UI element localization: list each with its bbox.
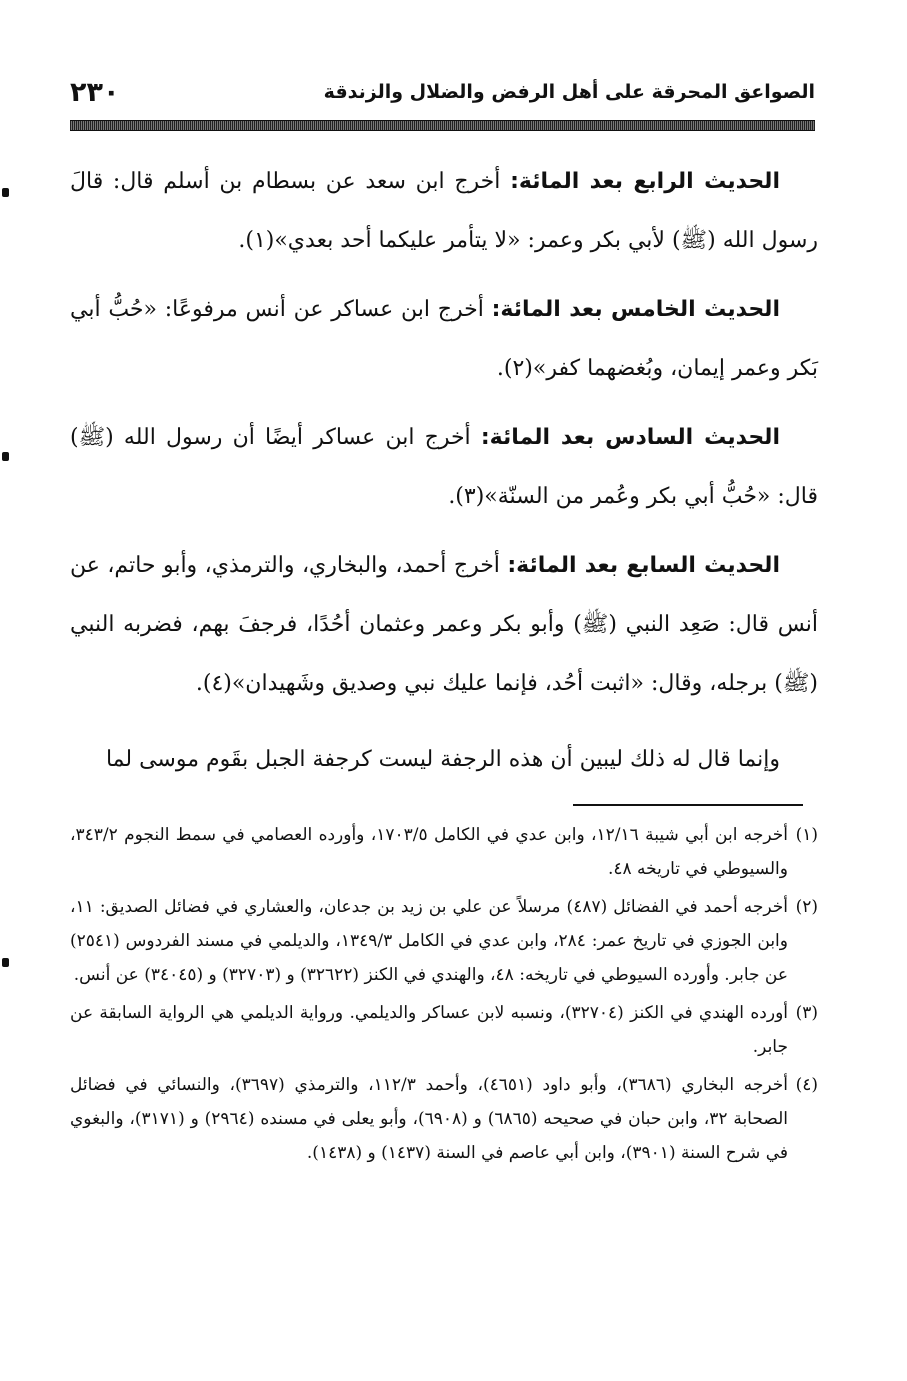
footnote-text: أخرجه أحمد في الفضائل (٤٨٧) مرسلاً عن علي بن زيد بن جدعان، والعشاري في فضائل الصديق: ١١، وابن الجوزي في تاريخ عمر: ٢٨٤، وابن عدي في الكامل ١٣٤٩/٣، والديلمي في مسند الفردوس (٢٥٤١) عن جابر. وأورده السيوطي في تاريخه: ٤٨، والهندي في الكنز (٣٢٦٢٢) و (٣٢٧٠٣) و (٣٤٠٤٥) عن أنس. — [70, 897, 788, 985]
footnote-marker: (٤) — [795, 1075, 818, 1095]
hadith-heading: الحديث السادس بعد المائة: — [480, 425, 780, 450]
footnotes — [70, 818, 818, 1174]
continuation-line: وإنما قال له ذلك ليبين أن هذه الرجفة ليست كرجفة الجبل بقَوم موسى لما — [105, 747, 780, 772]
footnote-2 — [70, 890, 818, 992]
margin-ink-mark — [2, 958, 9, 967]
page-number: ٢٣٠ — [70, 76, 120, 108]
margin-ink-mark — [2, 188, 9, 197]
footnote-marker: (٢) — [795, 897, 818, 917]
footnote-1 — [70, 818, 818, 886]
footnote-marker: (٣) — [795, 1003, 818, 1023]
footnote-separator — [573, 804, 803, 806]
hadith-paragraph-104 — [70, 152, 818, 270]
footnote-text: أخرجه ابن أبي شيبة ١٢/١٦، وابن عدي في الكامل ١٧٠٣/٥، وأورده العصامي في سمط النجوم ٣٤٣/٢، والسيوطي في تاريخه ٤٨. — [70, 825, 788, 879]
hadith-paragraph-106 — [70, 408, 818, 526]
main-text — [70, 152, 818, 723]
footnote-3 — [70, 996, 818, 1064]
page-header — [70, 72, 815, 112]
hadith-text: أخرج ابن عساكر أيضًا أن رسول الله (ﷺ) قال: «حُبُّ أبي بكر وعُمر من السنّة»(٣). — [70, 425, 818, 509]
hadith-text: أخرج ابن عساكر عن أنس مرفوعًا: «حُبُّ أبي بَكر وعمر إيمان، وبُغضهما كفر»(٢). — [70, 297, 818, 381]
hadith-heading: الحديث الخامس بعد المائة: — [491, 297, 780, 322]
running-title: الصواعق المحرقة على أهل الرفض والضلال والزندقة — [323, 81, 815, 103]
footnote-text: أورده الهندي في الكنز (٣٢٧٠٤)، ونسبه لابن عساكر والديلمي. ورواية الديلمي هي الرواية السابقة عن جابر. — [70, 1003, 788, 1057]
footnote-marker: (١) — [795, 825, 818, 845]
hadith-paragraph-105 — [70, 280, 818, 398]
footnote-text: أخرجه البخاري (٣٦٨٦)، وأبو داود (٤٦٥١)، وأحمد ١١٢/٣، والترمذي (٣٦٩٧)، والنسائي في فضائل الصحابة ٣٢، وابن حبان في صحيحه (٦٨٦٥) و (٦٩٠٨)، وأبو يعلى في مسنده (٢٩٦٤) و (٣١٧١)، والبغوي في شرح السنة (٣٩٠١)، وابن أبي عاصم في السنة (١٤٣٧) و (١٤٣٨). — [70, 1075, 788, 1163]
header-rule — [70, 120, 815, 131]
hadith-text: أخرج أحمد، والبخاري، والترمذي، وأبو حاتم، عن أنس قال: صَعِد النبي (ﷺ) وأبو بكر وعمر وعثمان أحُدًا، فرجفَ بهم، فضربه النبي (ﷺ) برجله، وقال: «اثبت أحُد، فإنما عليك نبي وصديق وشَهيدان»(٤). — [70, 553, 818, 696]
hadith-text: أخرج ابن سعد عن بسطام بن أسلم قال: قالَ رسول الله (ﷺ) لأبي بكر وعمر: «لا يتأمر عليكما أحد بعدي»(١). — [70, 169, 818, 253]
hadith-heading: الحديث الرابع بعد المائة: — [510, 169, 780, 194]
hadith-heading: الحديث السابع بعد المائة: — [507, 553, 780, 578]
hadith-paragraph-107 — [70, 536, 818, 713]
footnote-4 — [70, 1068, 818, 1170]
margin-ink-mark — [2, 452, 9, 461]
